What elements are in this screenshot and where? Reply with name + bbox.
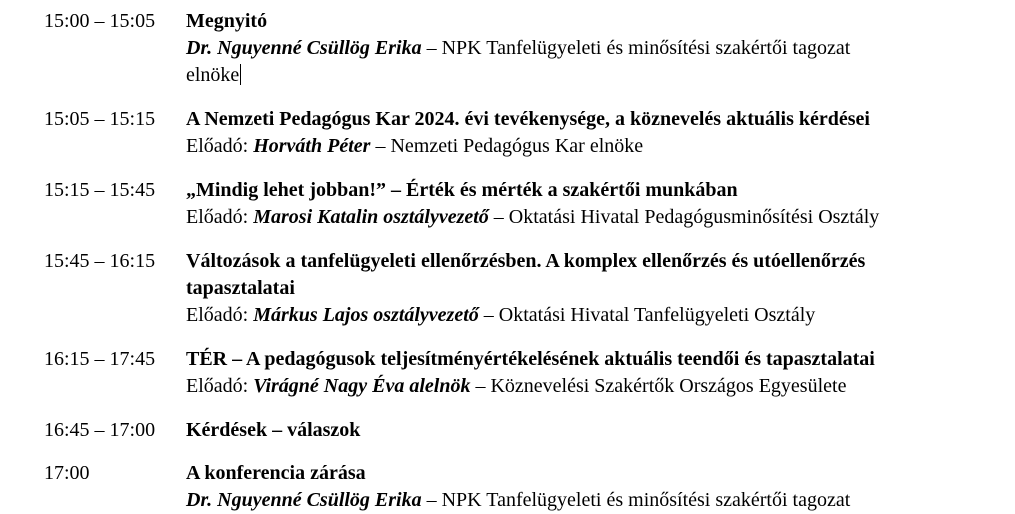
speaker-prefix: Előadó: xyxy=(186,375,254,397)
speaker-name: Dr. Nguyenné Csüllög Erika xyxy=(186,489,422,511)
agenda-content xyxy=(186,346,986,400)
speaker-prefix: Előadó: xyxy=(186,206,254,228)
speaker-affiliation: – NPK Tanfelügyeleti és minősítési szakértői tagozat xyxy=(421,489,851,511)
speaker-name: Márkus Lajos osztályvezető xyxy=(253,304,479,326)
agenda-content xyxy=(186,177,986,231)
speaker-affiliation: – Nemzeti Pedagógus Kar elnöke xyxy=(370,135,644,157)
agenda-title: TÉR – A pedagógusok teljesítményértékelésének aktuális teendői és tapasztalatai xyxy=(186,348,875,370)
speaker-name: Dr. Nguyenné Csüllög Erika xyxy=(186,37,422,59)
agenda-title: Kérdések – válaszok xyxy=(186,419,361,441)
speaker-prefix: Előadó: xyxy=(186,304,254,326)
agenda-title: Megnyitó xyxy=(186,10,268,32)
agenda-time: 15:05 – 15:15 xyxy=(44,108,156,130)
agenda-title: Változások a tanfelügyeleti ellenőrzésben. A komplex ellenőrzés és utóellenőrzés xyxy=(186,250,866,272)
agenda-title-cont: tapasztalatai xyxy=(186,277,295,299)
agenda-speaker-line-cont xyxy=(186,62,986,89)
agenda-content xyxy=(186,106,986,160)
agenda-time: 15:45 – 16:15 xyxy=(44,250,156,272)
agenda-speaker-line xyxy=(186,35,986,62)
agenda-time: 15:15 – 15:45 xyxy=(44,179,156,201)
agenda-content xyxy=(186,248,986,329)
text-cursor xyxy=(240,64,241,85)
agenda-speaker-line xyxy=(186,302,986,329)
agenda-content xyxy=(186,417,986,444)
agenda-speaker-line xyxy=(186,487,986,514)
agenda-time: 15:00 – 15:05 xyxy=(44,10,156,32)
agenda-title: A konferencia zárása xyxy=(186,462,366,484)
agenda-content xyxy=(186,460,986,514)
speaker-name: Horváth Péter xyxy=(253,135,371,157)
speaker-affiliation: – NPK Tanfelügyeleti és minősítési szakértői tagozat xyxy=(421,37,851,59)
speaker-affiliation: – Oktatási Hivatal Tanfelügyeleti Osztály xyxy=(478,304,816,326)
speaker-affiliation-cont: elnöke xyxy=(186,64,240,86)
agenda-title: „Mindig lehet jobban!” – Érték és mérték a szakértői munkában xyxy=(186,179,738,201)
agenda-title: A Nemzeti Pedagógus Kar 2024. évi tevékenysége, a köznevelés aktuális kérdései xyxy=(186,108,870,130)
agenda-time: 16:45 – 17:00 xyxy=(44,419,156,441)
agenda-time: 16:15 – 17:45 xyxy=(44,348,156,370)
speaker-name: Marosi Katalin osztályvezető xyxy=(253,206,489,228)
speaker-affiliation: – Oktatási Hivatal Pedagógusminősítési Osztály xyxy=(488,206,880,228)
agenda-speaker-line xyxy=(186,133,986,160)
agenda-content xyxy=(186,8,986,89)
agenda-time: 17:00 xyxy=(44,462,90,484)
agenda-speaker-line xyxy=(186,204,986,231)
speaker-name: Virágné Nagy Éva alelnök xyxy=(253,375,471,397)
agenda-speaker-line xyxy=(186,373,986,400)
speaker-prefix: Előadó: xyxy=(186,135,254,157)
speaker-affiliation: – Köznevelési Szakértők Országos Egyesülete xyxy=(470,375,847,397)
